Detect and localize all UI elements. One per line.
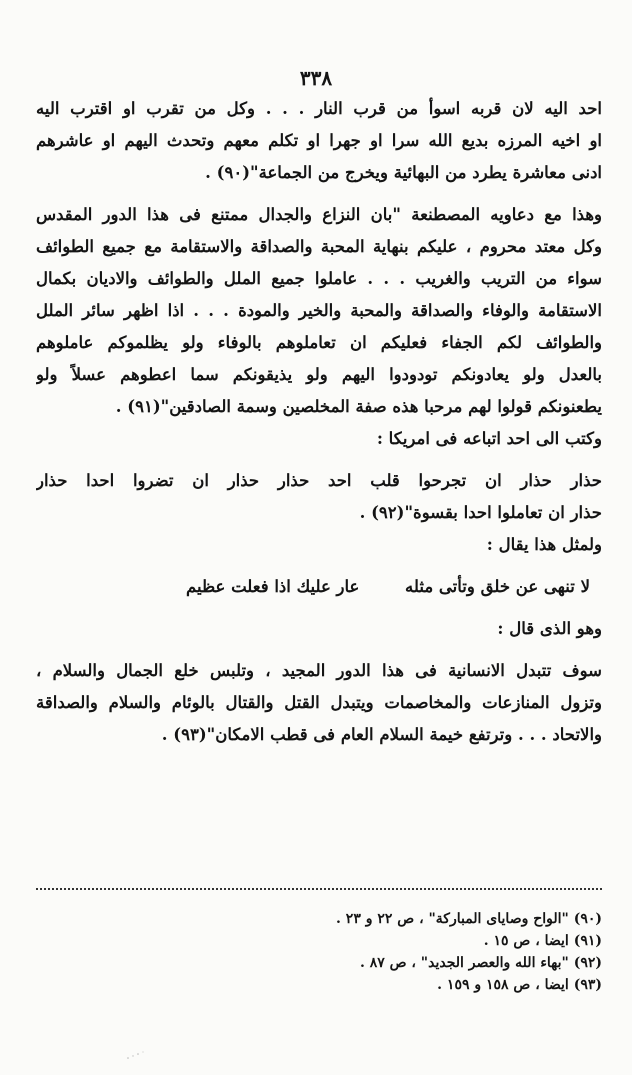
footnote: (٩٣) ايضا ، ص ١٥٨ و ١٥٩ . bbox=[437, 977, 602, 993]
paragraph-1 bbox=[36, 93, 602, 189]
text-line: وهذا مع دعاويه المصطنعة "بان النزاع والجدال ممتنع فى هذا الدور المقدس bbox=[36, 205, 602, 224]
text-line: يطعنونكم قولوا لهم مرحبا هذه صفة المخلصين وسمة الصادقين"(٩١) . bbox=[115, 397, 602, 416]
scan-speck-mark bbox=[125, 1050, 147, 1060]
text-line: ادنى معاشرة يطرد من البهائية ويخرج من الجماعة"(٩٠) . bbox=[205, 163, 602, 182]
footnote: (٩٢) "بهاء الله والعصر الجديد" ، ص ٨٧ . bbox=[359, 955, 602, 971]
text-line: وكل معتد محروم ، عليكم بنهاية المحبة والصداقة والاستقامة مع جميع الطوائف bbox=[36, 237, 602, 256]
page-number: ٣٣٨ bbox=[299, 66, 333, 90]
footnote: (٩٠) "الواح وصاياى المباركة" ، ص ٢٢ و ٢٣ . bbox=[336, 911, 602, 927]
poem-verse bbox=[36, 571, 602, 603]
text-line: والطوائف لكم الجفاء فعليكم ان تعاملوهم بالوفاء ولو يظلموكم عاملوهم bbox=[36, 333, 602, 352]
body-text bbox=[36, 93, 602, 751]
footnotes bbox=[36, 908, 602, 996]
text-line: الاستقامة والوفاء والصداقة والمحبة والخير والمودة . . . اذا اظهر سائر الملل bbox=[36, 301, 602, 320]
text-line: ولمثل هذا يقال : bbox=[486, 535, 602, 554]
text-line: والاتحاد . . . وترتفع خيمة السلام العام فى قطب الامكان"(٩٣) . bbox=[161, 725, 602, 744]
paragraph-5 bbox=[36, 529, 602, 561]
text-line: او اخيه المرزه بديع الله سرا او جهرا او تكلم معهم وتحدث اليهم او عاشرهم bbox=[36, 131, 602, 150]
poem-first-hemistich: لا تنهى عن خلق وتأتى مثله bbox=[405, 577, 590, 596]
poem-second-hemistich: عار عليك اذا فعلت عظيم bbox=[186, 577, 360, 596]
footnote: (٩١) ايضا ، ص ١٥ . bbox=[483, 933, 602, 949]
text-line: سواء من التريب والغريب . . . عاملوا جميع الملل والطوائف والاديان بكمال bbox=[36, 269, 602, 288]
text-line: وتزول المنازعات والمخاصمات ويتبدل القتل والقتال بالوئام والسلام والصداقة bbox=[36, 693, 602, 712]
closing-intro: وهو الذى قال : bbox=[497, 619, 602, 638]
closing-paragraph bbox=[36, 613, 602, 751]
text-line: احد اليه لان قربه اسوأ من قرب النار . . . وكل من تقرب او اقترب اليه bbox=[36, 99, 602, 118]
text-line: وكتب الى احد اتباعه فى امريكا : bbox=[376, 429, 602, 448]
paragraph-2 bbox=[36, 199, 602, 423]
paragraph-3 bbox=[36, 423, 602, 455]
text-line: سوف تتبدل الانسانية فى هذا الدور المجيد ، وتلبس خلع الجمال والسلام ، bbox=[36, 661, 602, 680]
closing-quote bbox=[36, 655, 602, 751]
paragraph-4 bbox=[36, 465, 602, 529]
text-line: حذار ان تعاملوا احدا بقسوة"(٩٢) . bbox=[359, 503, 602, 522]
footnote-separator bbox=[36, 888, 602, 890]
text-line: حذار حذار ان تجرحوا قلب احد حذار حذار ان تضروا احدا حذار bbox=[36, 471, 602, 490]
text-line: بالعدل ولو يعادونكم تودودوا اليهم ولو يذيقونكم سما اعطوهم عسلاً ولو bbox=[36, 365, 602, 384]
